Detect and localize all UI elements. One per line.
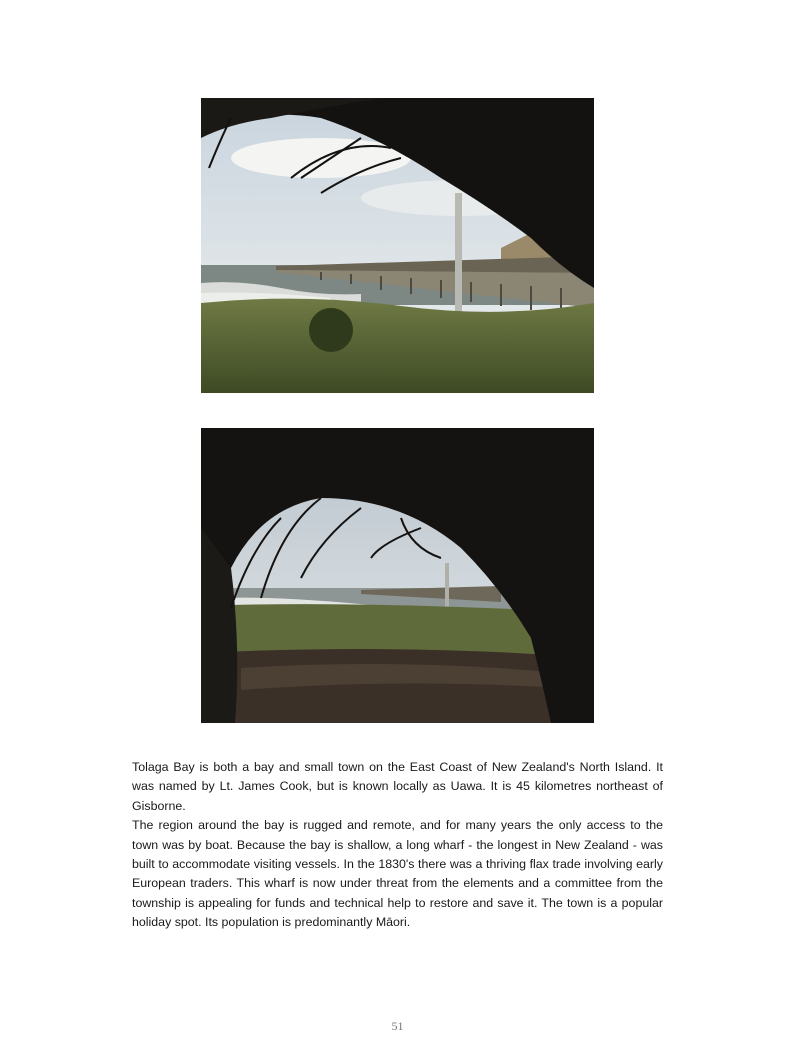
paragraph-history: The region around the bay is rugged and remote, and for many years the only access to the town was by boat. Because the bay is shallow, a long wharf - the longest in New Zealand - was built to accommodate visiting vessels. In the 1830's there was a thriving flax trade involving early European traders. This wharf is now under threat from the elements and a committee from the township is appealing for funds and technical help to restore and save it. The town is a popular holiday spot. Its population is predominantly Māori. [132, 818, 663, 930]
body-text [132, 758, 663, 933]
wharf-photo-bottom-image [201, 428, 594, 723]
page-number: 51 [391, 1019, 404, 1033]
paragraph-intro: Tolaga Bay is both a bay and small town on the East Coast of New Zealand's North Island. It was named by Lt. James Cook, but is known locally as Uawa. It is 45 kilometres northeast of Gisborne. [132, 760, 663, 813]
wharf-photo-top [201, 98, 594, 393]
wharf-photo-top-image [201, 98, 594, 393]
wharf-photo-bottom [201, 428, 594, 723]
